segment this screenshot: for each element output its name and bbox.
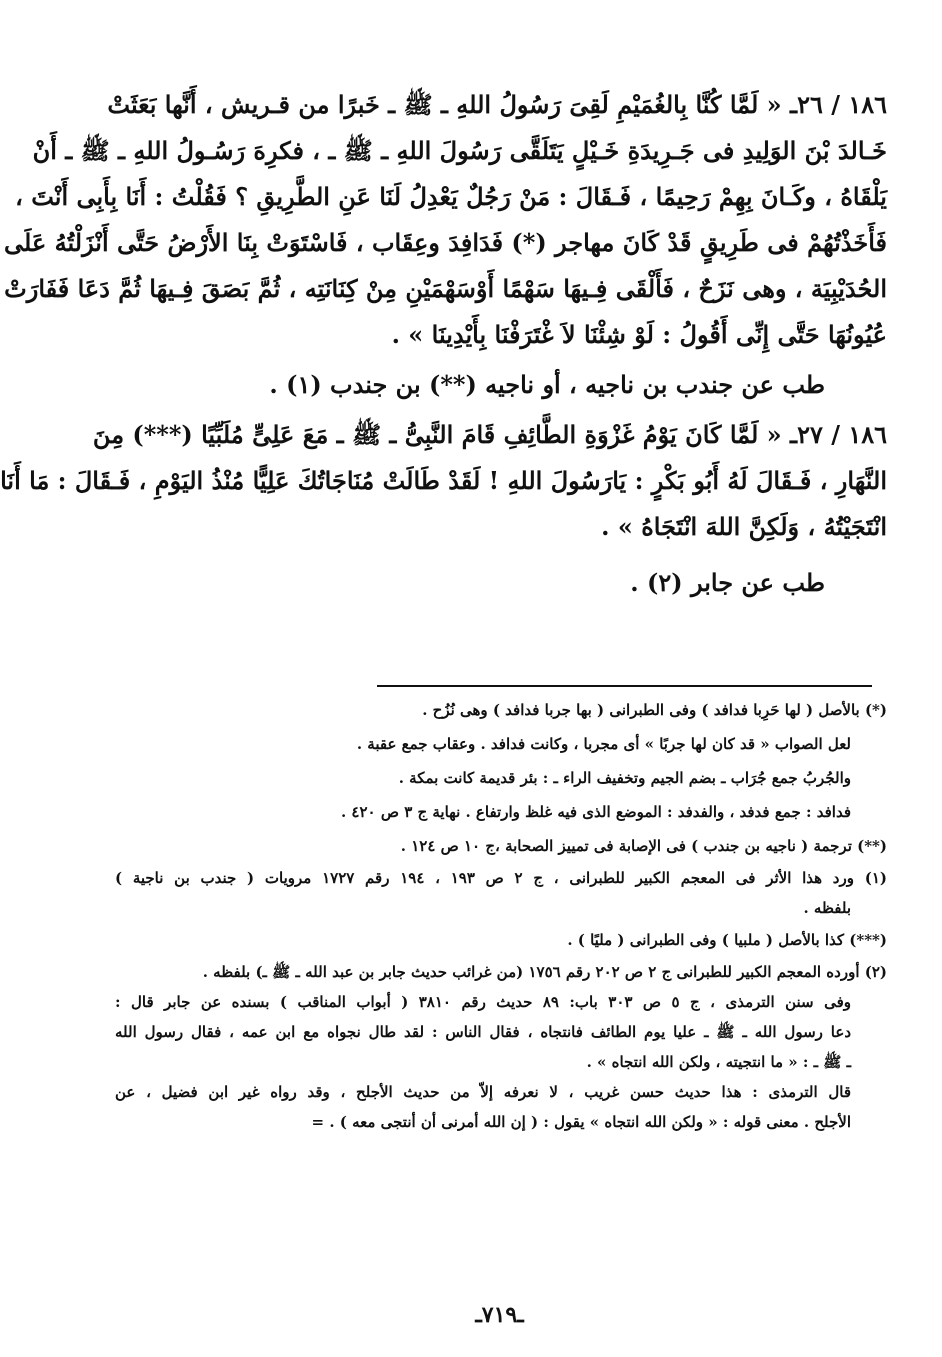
footnotes [115, 693, 887, 1137]
footnote-2-line-6: الأجلح . معنى قوله : « ولكن الله انتجاه » يقول : ( إن الله أمرنى أن أنتجى معه ) . = [311, 1113, 851, 1131]
footnote-star-2: (**) ترجمة ( ناجيه بن جندب ) فى الإصابة فى تمييز الصحابة ،ج ١٠ ص ١٢٤ . [400, 837, 887, 855]
hadith-186-26-line-2: خَـالدَ بْنَ الوَلِيدِ فى جَـرِيدَةِ خَـيْلٍ يَتَلَقَّى رَسُولَ اللهِ ـ ﷺ ـ ، فكرِهَ رَسُـولُ اللهِ ـ ﷺ ـ أَنْ [32, 136, 887, 165]
hadith-186-27-line-2: النَّهَارِ ، فَـقَالَ لَهُ أَبُو بَكْرٍ : يَارَسُولَ اللهِ ! لَقَدْ طَالَتْ مُنَاجَاتُكَ عَلِيًّا مُنْذُ اليَوْمِ ، فَـقَالَ : مَا أَنَا [0, 466, 887, 495]
hadith-186-26-line-5: الحُدَيْبِيَة ، وهى نَزَحٌ ، فَأَلْقَى فِـيهَا سَهْمًا أَوْسَهْمَيْنِ مِنْ كِنَانَتِه ، ثُمَّ بَصَقَ فِـيهَا ثُمَّ دَعَا فَفَارَتْ [4, 274, 887, 303]
footnote-star-1-line-2: لعل الصواب « قد كان لها جربًا » أى مجربا ، وكانت فدافد . وعقاب جمع عقبة . [356, 735, 851, 753]
hadith-186-26-line-1: ١٨٦ / ٢٦ـ « لَمَّا كُنَّا بِالغُمَيْمِ لَقِىَ رَسُولُ اللهِ ـ ﷺ ـ خَبرًا من قـريش ، أَنَّها بَعَثَتْ [107, 90, 887, 119]
hadith-186-26-line-4: فَأَخَذْتُهُمْ فى طَرِيقٍ قَدْ كَانَ مهاجر (*) فَدَافِدَ وعِقَاب ، فَاسْتَوَتْ بِنَا الأَرْضُ حَتَّى أَنْزَلْتُهُ عَلَى [4, 228, 887, 257]
main-text [0, 82, 887, 606]
page-number: ـ٧١٩ـ [475, 1302, 524, 1328]
footnote-star-1: (*) بالأصل ( لها حَرِبا فدافد ) وفى الطبرانى ( بها جربا فدافد ) وهى نُزُح . [422, 701, 887, 719]
hadith-186-26-line-3: يَلْقَاهُ ، وكَـانَ بِهِمْ رَحِيمًا ، فَـقَالَ : مَنْ رَجُلٌ يَعْدِلُ لَنَا عَنِ الطَّرِيقِ ؟ فَقُلْتُ : أَنَا بِأَبِى أَنْتَ ، [15, 182, 887, 211]
footnote-1-line-2: بلفظه . [803, 899, 851, 917]
hadith-186-27-line-1: ١٨٦ / ٢٧ـ « لَمَّا كَانَ يَوْمُ غَزْوَةِ الطَّائِفِ قَامَ النَّبِىُّ ـ ﷺ ـ مَعَ عَلِىٍّ مُلَبِّيًا (***) مِنَ [92, 420, 887, 449]
footnote-2-line-2: وفى سنن الترمذى ، ج ٥ ص ٣٠٣ باب: ٨٩ حديث رقم ٣٨١٠ ( أبواب المناقب ) بسنده عن جابر قال : [115, 993, 851, 1011]
footnote-separator [377, 685, 872, 687]
spacer [115, 550, 887, 560]
footnote-2-line-3: دعا رسول الله ـ ﷺ ـ عليا يوم الطائف فانتجاه ، فقال الناس : لقد طال نجواه مع ابن عمه ، فقال رسول الله [115, 1023, 851, 1041]
footnote-star-1-line-4: فدافد : جمع فدفد ، والفدفد : الموضع الذى فيه غلظ وارتفاع . نهاية ج ٣ ص ٤٢٠ . [340, 803, 851, 821]
hadith-186-26-line-6: عُيُونُهَا حَتَّى إِنِّى أَقُولُ : لَوْ شِئْنَا لاَ غْتَرَفْنَا بِأَيْدِينَا » . [391, 320, 887, 349]
footnote-2: (٢) أورده المعجم الكبير للطبرانى ج ٢ ص ٢٠٢ رقم ١٧٥٦ (من غرائب حديث جابر بن عبد الله ـ ﷺ ـ) بلفظه . [202, 963, 887, 981]
footnote-2-line-5: قال الترمذى : هذا حديث حسن غريب ، لا نعرفه إلاّ من حديث الأجلح ، وقد رواه غير ابن فضيل ، عن [115, 1083, 851, 1101]
footnote-star-3: (***) كذا بالأصل ( ملبيا ) وفى الطبرانى ( مليًا ) . [567, 931, 887, 949]
footnote-1: (١) ورد هذا الأثر فى المعجم الكبير للطبرانى ، ج ٢ ص ١٩٣ ، ١٩٤ رقم ١٧٢٧ مرويات ( جندب بن ناجية ) [115, 869, 887, 887]
hadith-186-27-source: طب عن جابر (٢) . [630, 568, 825, 597]
hadith-186-27-line-3: انْتَجَيْتُهُ ، وَلَكِنَّ اللهَ انْتَجَاهُ » . [601, 512, 887, 541]
footnote-star-1-line-3: والجُربُ جمع جُرَاب ـ بضم الجيم وتخفيف الراء ـ : بئر قديمة كانت بمكة . [398, 769, 851, 787]
hadith-186-26-source: طب عن جندب بن ناجيه ، أو ناجيه (**) بن جندب (١) . [269, 370, 825, 399]
footnote-2-line-4: ـ ﷺ ـ : « ما انتجيته ، ولكن الله انتجاه » . [586, 1053, 851, 1071]
